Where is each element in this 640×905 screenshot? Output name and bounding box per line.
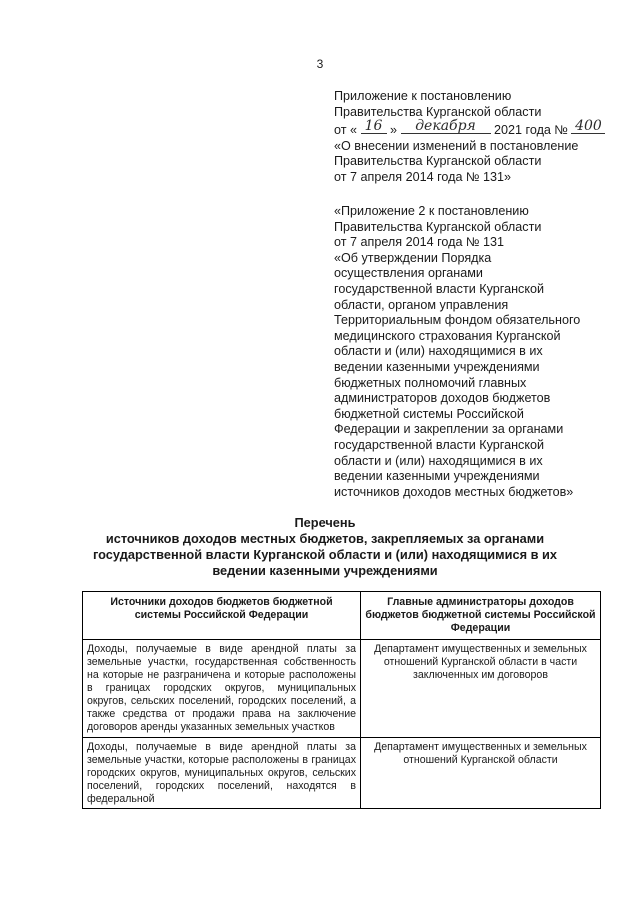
handwritten-month: декабря [415,118,476,135]
annex-2-block [334,204,614,500]
annex-line: Приложение к постановлению [334,89,512,103]
table-header-row [83,592,601,640]
year-text: 2021 года № [494,123,568,138]
annex-2-line: бюджетной системы Российской [334,406,524,421]
annex-2-line: Правительства Курганской области [334,219,542,234]
page-number: 3 [316,57,324,71]
income-sources-table [82,591,601,809]
handwritten-day: 16 [364,118,383,135]
annex-header-block [334,89,614,186]
number-blank [571,120,605,134]
month-blank [401,120,491,134]
annex-2-line: от 7 апреля 2014 года № 131 [334,235,505,250]
annex-2-line: области и (или) находящимися в их [334,344,543,359]
title-line: государственной власти Курганской области и (или) находящимися в их [92,547,558,562]
annex-2-line: области и (или) находящимися в их [334,453,543,468]
administrator-cell: Департамент имущественных и земельных отношений Курганской области [361,738,601,809]
annex-line: от 7 апреля 2014 года № 131» [334,169,512,184]
annex-2-line: области, органом управления [334,297,509,312]
column-header-sources: Источники доходов бюджетов бюджетной системы Российской Федерации [83,592,361,640]
annex-2-line: Федерации и закреплении за органами [334,422,564,437]
annex-2-line: администраторов доходов бюджетов [334,391,551,406]
annex-line: Правительства Курганской области [334,104,542,119]
date-mid: » [390,123,398,138]
income-source-cell [83,738,361,809]
table-row [83,640,601,738]
income-source-text: Доходы, получаемые в виде арендной платы за земельные участки, которые расположены в границах городских округов, муниципальных округов, сельских поселений, городских поселений, находятся в федеральной [87,741,356,805]
annex-line: Правительства Курганской области [334,154,542,169]
column-header-administrators: Главные администраторы доходов бюджетов бюджетной системы Российской Федерации [361,592,601,640]
annex-line: «О внесении изменений в постановление [334,138,579,153]
annex-2-line: «Приложение 2 к постановлению [334,204,529,218]
annex-2-line: государственной власти Курганской [334,281,545,296]
title-line: ведении казенными учреждениями [212,563,438,578]
annex-2-line: Территориальным фондом обязательного [334,313,581,328]
annex-2-line: «Об утверждении Порядка [334,250,492,265]
annex-2-line: медицинского страхования Курганской [334,328,561,343]
annex-2-line: ведении казенными учреждениями [334,469,540,484]
annex-2-line: государственной власти Курганской [334,437,545,452]
income-source-cell: Доходы, получаемые в виде арендной платы за земельные участки, государственная собственность на которые не разграничена и которые расположены в границах городских округов, муниципальных округов, сельских поселений, городских поселений, а также средства от продажи права на заключение договоров аренды указанных земельных участков [83,640,361,738]
title-heading: Перечень [294,515,356,530]
table-row [83,738,601,809]
annex-date-line [334,120,614,139]
day-blank [361,120,387,134]
administrator-cell: Департамент имущественных и земельных отношений Курганской области в части заключенных им договоров [361,640,601,738]
document-title [60,515,590,579]
annex-2-line: осуществления органами [334,266,483,281]
annex-2-line: источников доходов местных бюджетов» [334,484,574,499]
title-line: источников доходов местных бюджетов, закрепляемых за органами [105,531,545,546]
date-prefix: от « [334,123,357,138]
annex-2-line: бюджетных полномочий главных [334,375,527,390]
annex-2-line: ведении казенными учреждениями [334,359,540,374]
handwritten-number: 400 [575,118,602,135]
